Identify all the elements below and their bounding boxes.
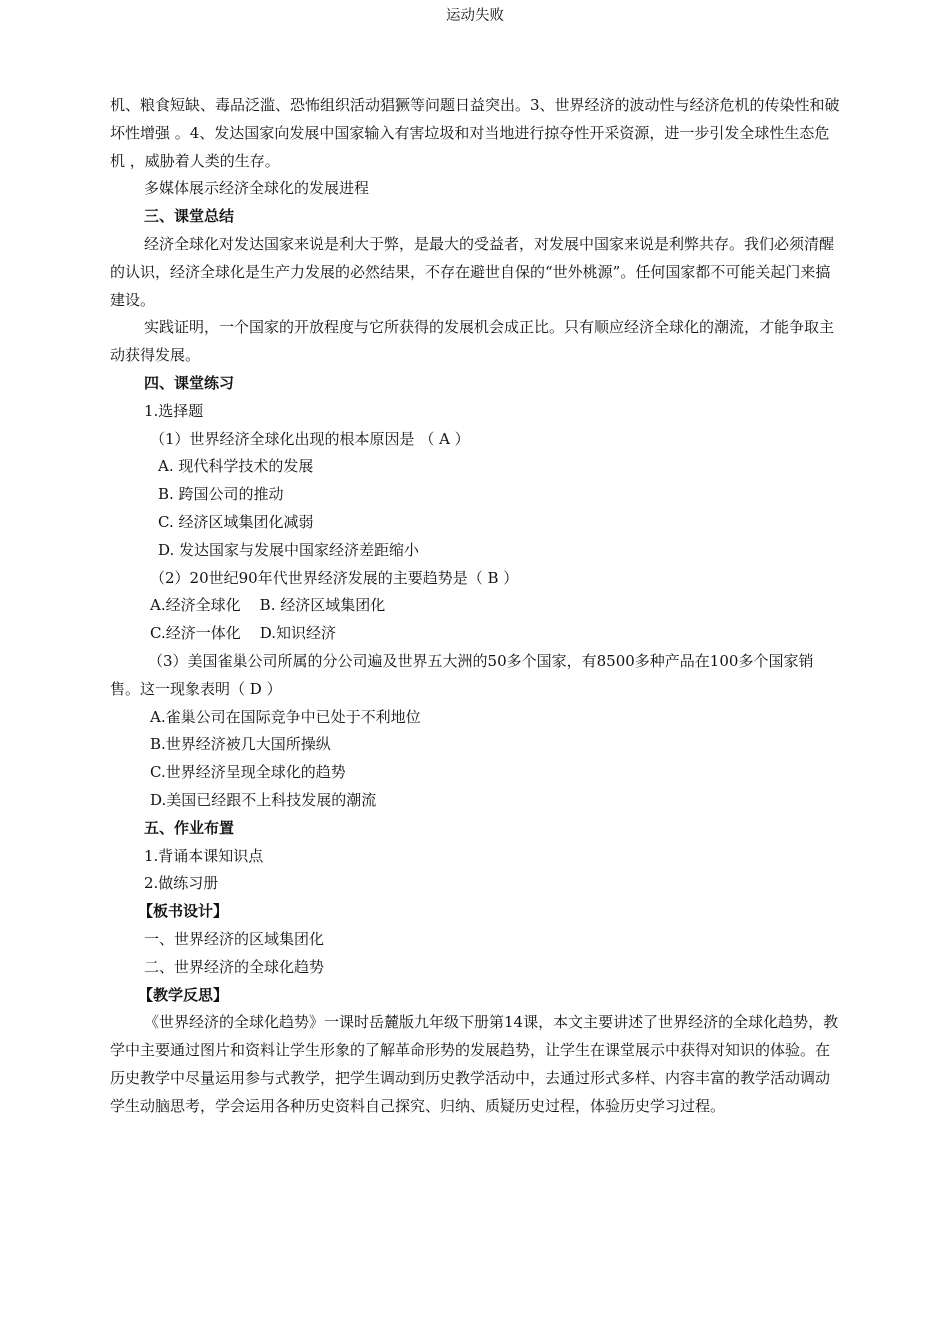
question-3-option-b: B.世界经济被几大国所操纵: [150, 735, 331, 754]
section-heading-summary: 三、课堂总结: [144, 207, 235, 226]
question-2-stem: （2）20世纪90年代世界经济发展的主要趋势是（ B ）: [150, 568, 519, 587]
paragraph-summary-1: 经济全球化对发达国家来说是利大于弊，是最大的受益者，对发展中国家来说是利弊共存。我们必须清醒的认识，经济全球化是生产力发展的必然结果，不存在避世自保的“世外桃源”。任何国家都不可能关起门来搞建设。: [110, 234, 835, 309]
question-1-option-b: B. 跨国公司的推动: [158, 485, 284, 504]
homework-item-2: 2.做练习册: [144, 874, 219, 893]
reflection-paragraph: 《世界经济的全球化趋势》一课时岳麓版九年级下册第14课，本文主要讲述了世界经济的全球化趋势，教学中主要通过图片和资料让学生形象的了解革命形势的发展趋势，让学生在课堂展示中获得对知识的体验。在历史教学中尽量运用参与式教学，把学生调动到历史教学活动中，去通过形式多样、内容丰富的教学活动调动学生动脑思考，学会运用各种历史资料自己探究、归纳、质疑历史过程，体验历史学习过程。: [110, 1013, 839, 1115]
question-3-option-a: A.雀巢公司在国际竞争中已处于不利地位: [150, 707, 421, 726]
question-1-stem: （1）世界经济全球化出现的根本原因是 （ A ）: [150, 429, 470, 448]
question-3-stem: （3）美国雀巢公司所属的分公司遍及世界五大洲的50多个国家，有8500多种产品在100多个国家销售。这一现象表明（ D ）: [110, 651, 814, 698]
exercise-type-label: 1.选择题: [144, 401, 204, 420]
section-heading-homework: 五、作业布置: [144, 818, 235, 837]
board-item-1: 一、世界经济的区域集团化: [144, 929, 325, 948]
paragraph-media: 多媒体展示经济全球化的发展进程: [144, 179, 370, 198]
reflection-heading: 【教学反思】: [138, 985, 229, 1004]
board-design-heading: 【板书设计】: [138, 902, 229, 921]
page-header: 运动失败: [446, 8, 504, 24]
homework-item-1: 1.背诵本课知识点: [144, 846, 264, 865]
question-3-option-c: C.世界经济呈现全球化的趋势: [150, 763, 346, 782]
question-2-options-row-1: A.经济全球化 B. 经济区域集团化: [150, 596, 386, 615]
paragraph-crisis: 机、粮食短缺、毒品泛滥、恐怖组织活动猖獗等问题日益突出。3、世界经济的波动性与经济危机的传染性和破坏性增强 。4、发达国家向发展中国家输入有害垃圾和对当地进行掠夺性开采资源，进一步引发全球性生态危机 ，威胁着人类的生存。: [110, 96, 840, 170]
question-3-option-d: D.美国已经跟不上科技发展的潮流: [150, 790, 377, 809]
document-body: [110, 92, 840, 1120]
question-1-option-a: A. 现代科学技术的发展: [158, 457, 314, 476]
question-1-option-c: C. 经济区域集团化减弱: [158, 512, 314, 531]
section-heading-exercise: 四、课堂练习: [144, 373, 235, 392]
question-2-options-row-2: C.经济一体化 D.知识经济: [150, 624, 337, 643]
paragraph-summary-2: 实践证明，一个国家的开放程度与它所获得的发展机会成正比。只有顺应经济全球化的潮流，才能争取主动获得发展。: [110, 318, 835, 365]
board-item-2: 二、世界经济的全球化趋势: [144, 957, 325, 976]
question-1-option-d: D. 发达国家与发展中国家经济差距缩小: [158, 540, 420, 559]
